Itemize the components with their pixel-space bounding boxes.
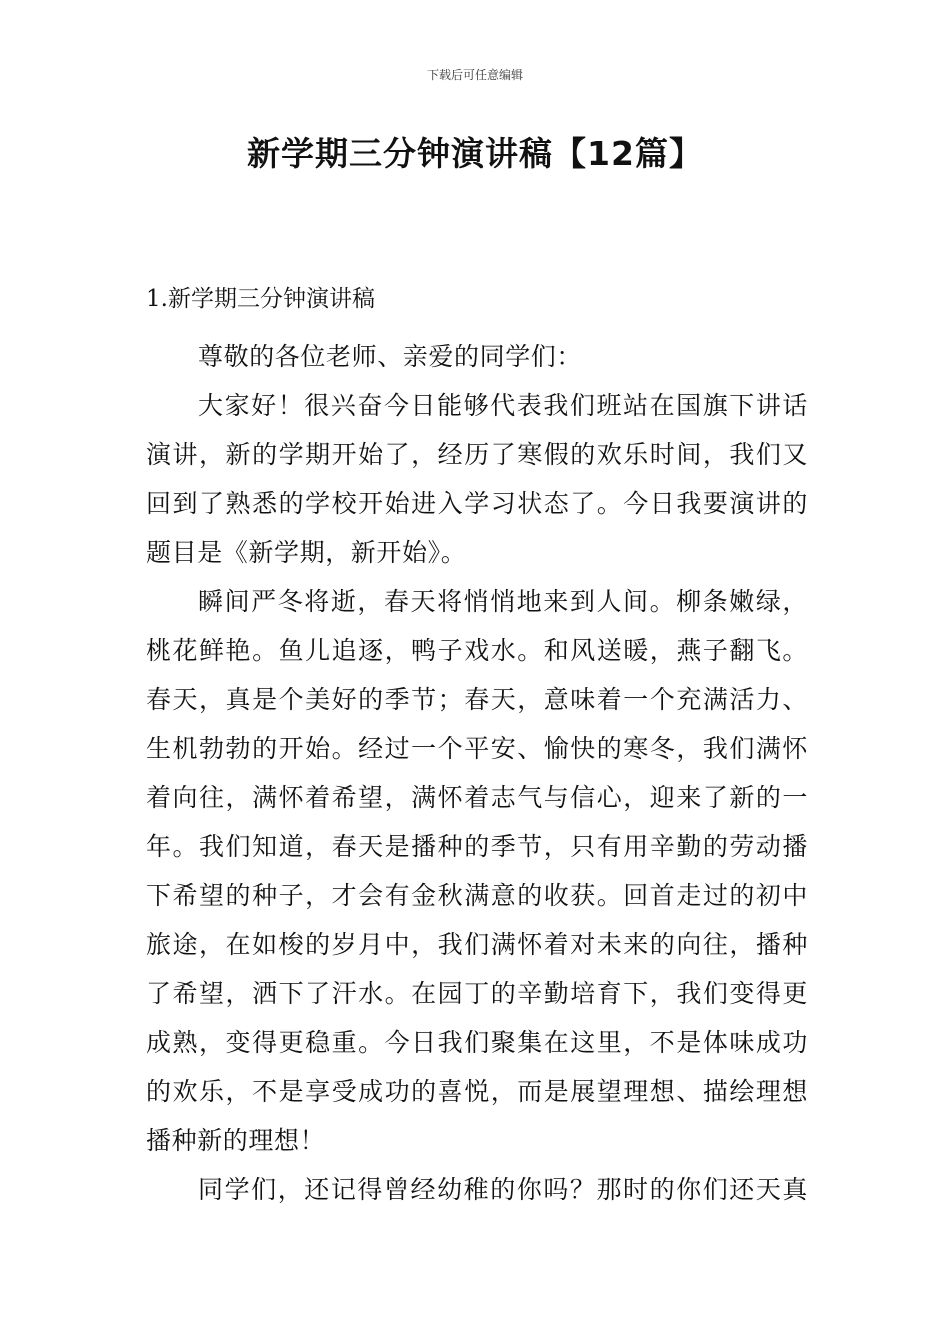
text-line: 瞬间严冬将逝，春天将悄悄地来到人间。柳条嫩绿，: [198, 587, 808, 616]
text-line: 着向往，满怀着希望，满怀着志气与信心，迎来了新的一: [146, 783, 808, 812]
text-line: 成熟，变得更稳重。今日我们聚集在这里，不是体味成功: [146, 1028, 808, 1057]
text-line: 播种新的理想！: [146, 1126, 326, 1155]
text-line: 尊敬的各位老师、亲爱的同学们：: [198, 342, 583, 371]
text-line: 演讲，新的学期开始了，经历了寒假的欢乐时间，我们又: [146, 440, 808, 469]
text-line: 年。我们知道，春天是播种的季节，只有用辛勤的劳动播: [146, 832, 808, 861]
text-line: 回到了熟悉的学校开始进入学习状态了。今日我要演讲的: [146, 489, 808, 518]
text-line: 春天，真是个美好的季节；春天，意味着一个充满活力、: [146, 685, 808, 714]
text-line: 下希望的种子，才会有金秋满意的收获。回首走过的初中: [146, 881, 808, 910]
section-heading: 1.新学期三分钟演讲稿: [146, 286, 375, 312]
text-line: 题目是《新学期，新开始》。: [146, 538, 467, 567]
document-title: 新学期三分钟演讲稿【12篇】: [247, 134, 703, 173]
document-body: [146, 332, 808, 1214]
paragraph-classmates: [146, 1165, 808, 1214]
text-line: 同学们，还记得曾经幼稚的你吗？那时的你们还天真: [198, 1175, 808, 1204]
text-line: 桃花鲜艳。鱼儿追逐，鸭子戏水。和风送暖，燕子翻飞。: [146, 636, 808, 665]
header-note: 下载后可任意编辑: [426, 68, 523, 82]
text-line: 了希望，洒下了汗水。在园丁的辛勤培育下，我们变得更: [146, 979, 808, 1008]
text-line: 旅途，在如梭的岁月中，我们满怀着对未来的向往，播种: [146, 930, 808, 959]
text-line: 的欢乐，不是享受成功的喜悦，而是展望理想、描绘理想: [146, 1077, 808, 1106]
paragraph-salutation: [146, 332, 808, 381]
text-line: 大家好！很兴奋今日能够代表我们班站在国旗下讲话: [198, 391, 808, 420]
paragraph-greeting: [146, 381, 808, 577]
text-line: 生机勃勃的开始。经过一个平安、愉快的寒冬，我们满怀: [146, 734, 808, 763]
paragraph-spring: [146, 577, 808, 1165]
